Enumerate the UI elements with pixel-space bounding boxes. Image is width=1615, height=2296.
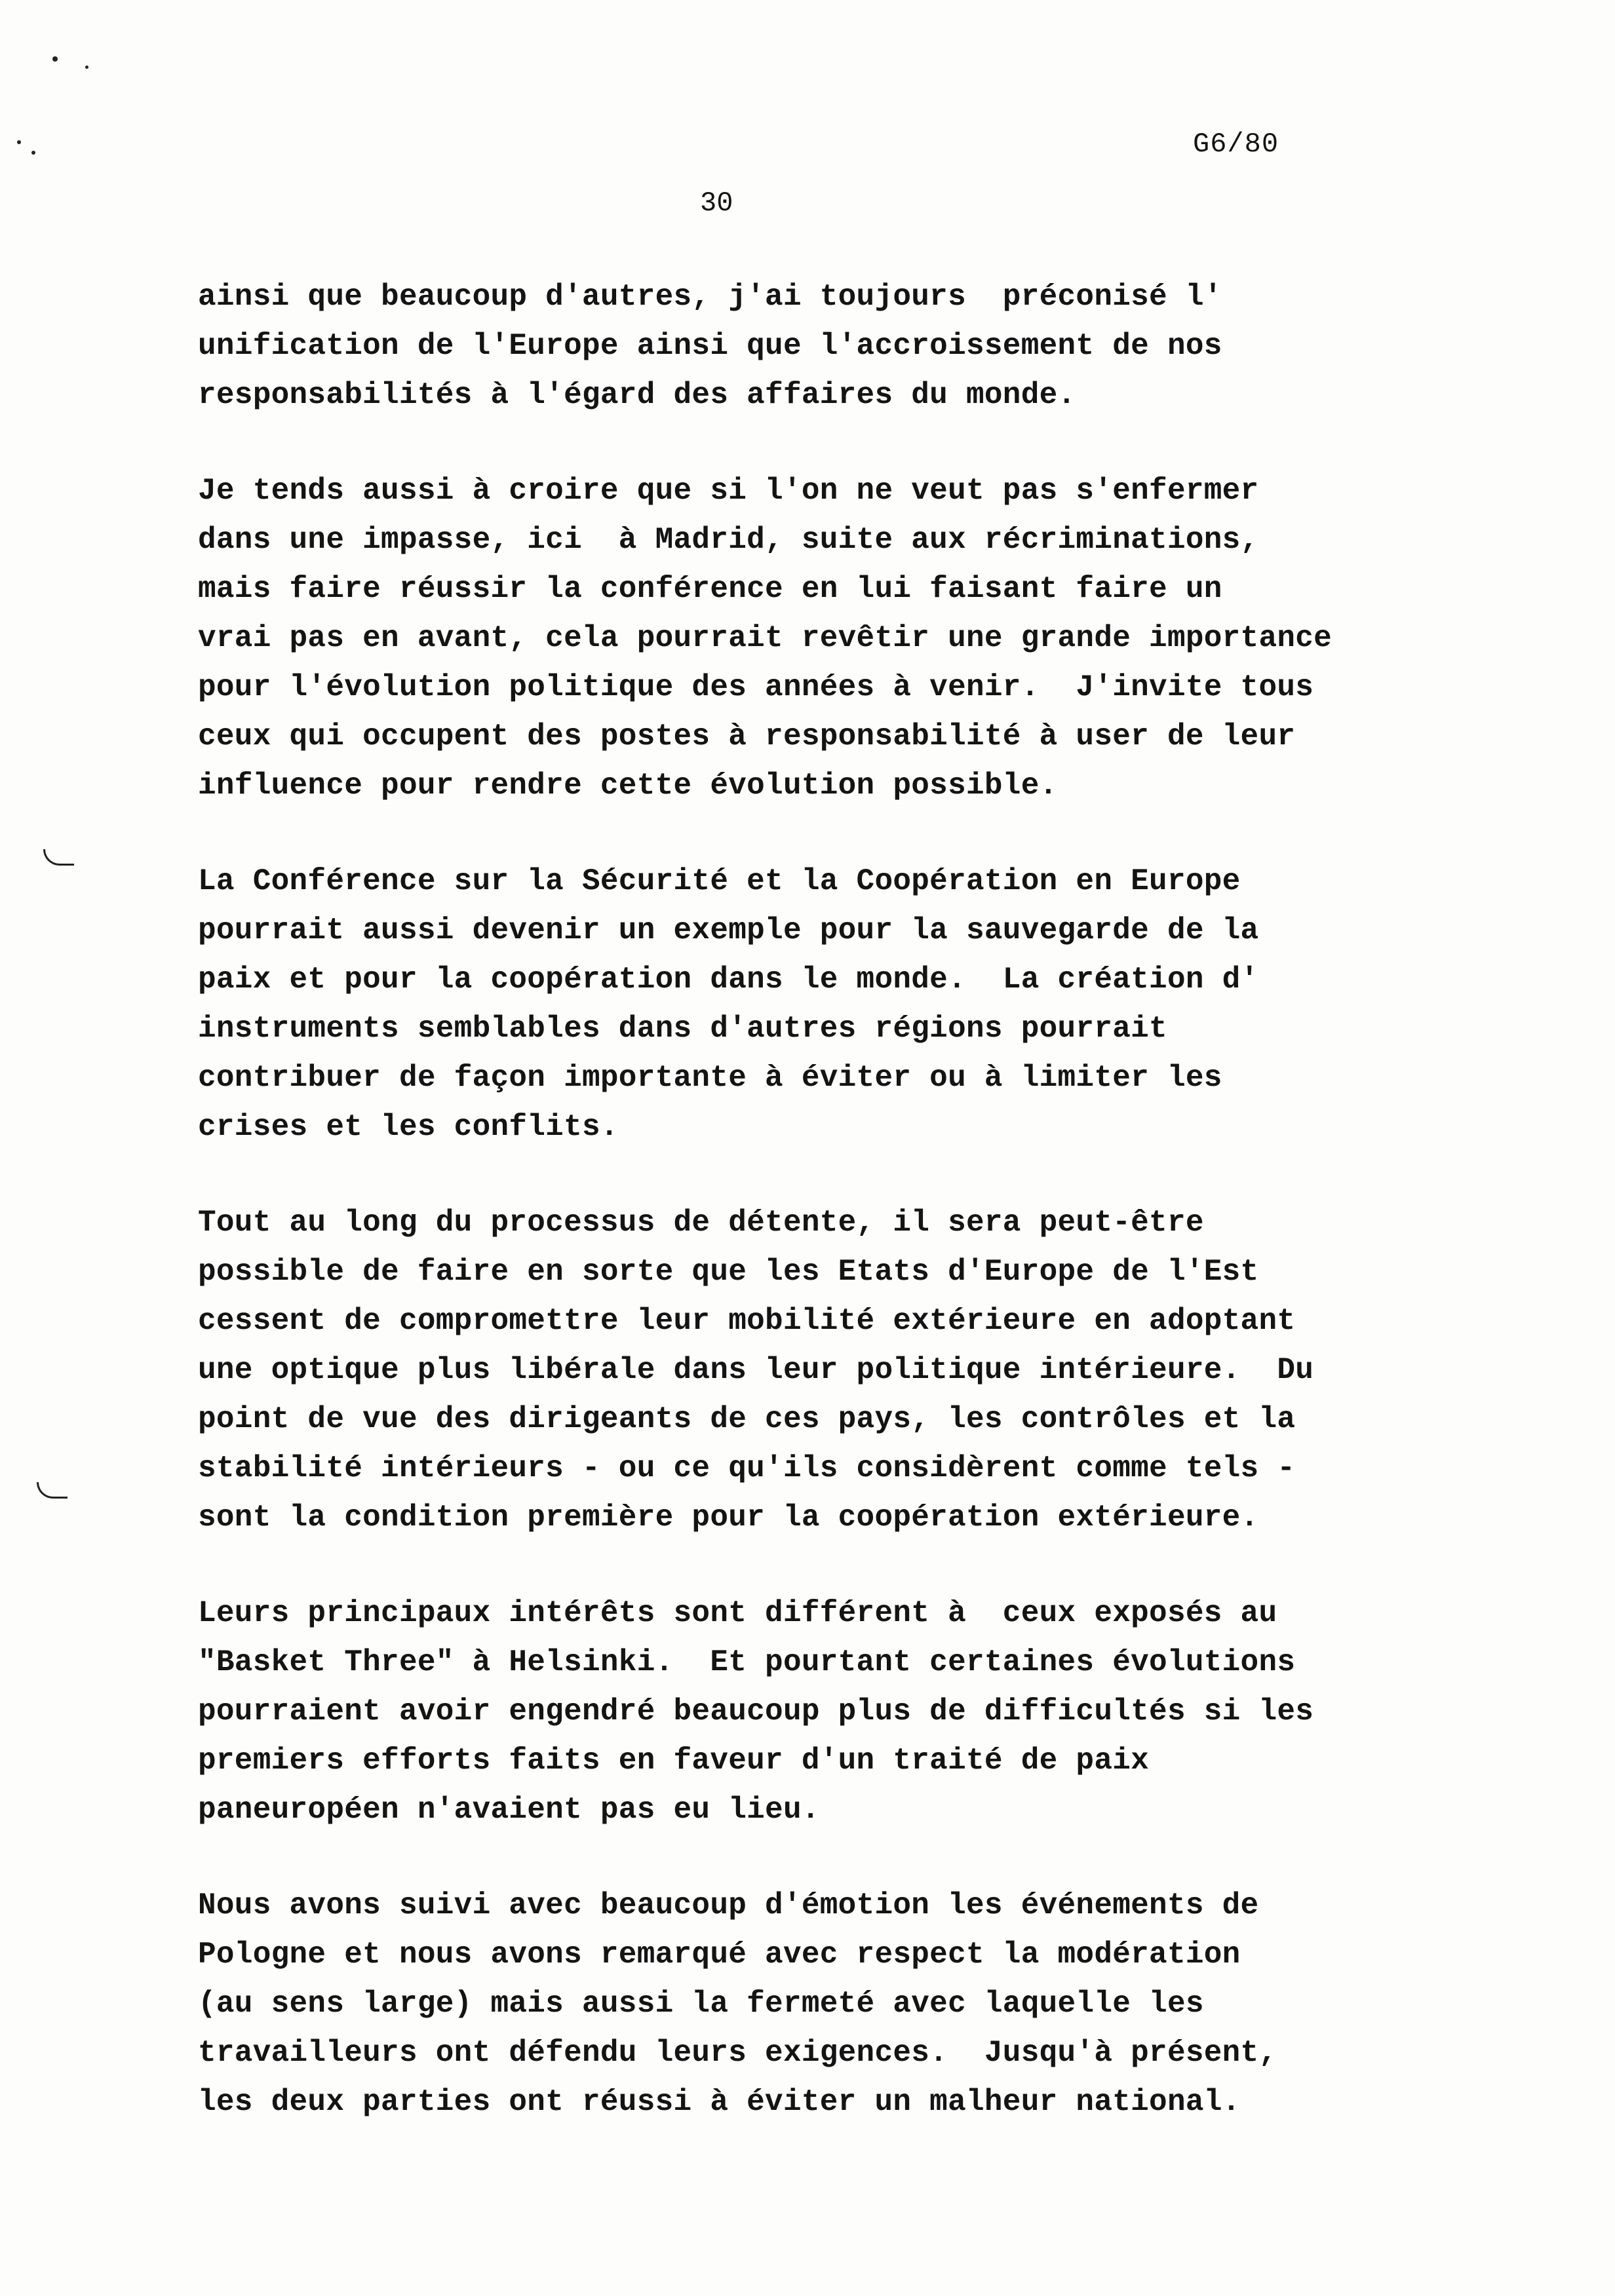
text-line: Tout au long du processus de détente, il sera peut-être [198, 1206, 1204, 1240]
text-line: cessent de compromettre leur mobilité extérieure en adoptant [198, 1304, 1296, 1338]
text-line: pour l'évolution politique des années à venir. J'invite tous [198, 670, 1314, 704]
text-line: dans une impasse, ici à Madrid, suite aux récriminations, [198, 523, 1259, 557]
text-line: paix et pour la coopération dans le monde. La création d' [198, 963, 1259, 997]
text-line: unification de l'Europe ainsi que l'accroissement de nos [198, 329, 1222, 363]
body-text [198, 273, 1456, 2173]
text-line: sont la condition première pour la coopération extérieure. [198, 1501, 1259, 1535]
text-line: (au sens large) mais aussi la fermeté avec laquelle les [198, 1987, 1204, 2021]
text-line: La Conférence sur la Sécurité et la Coopération en Europe [198, 864, 1241, 898]
text-line: premiers efforts faits en faveur d'un traité de paix [198, 1744, 1150, 1778]
paragraph [198, 1198, 1456, 1542]
text-line: Nous avons suivi avec beaucoup d'émotion les événements de [198, 1888, 1259, 1923]
page-number: 30 [700, 187, 733, 219]
paragraph [198, 467, 1456, 811]
text-line: contribuer de façon importante à éviter ou à limiter les [198, 1061, 1222, 1095]
text-line: influence pour rendre cette évolution possible. [198, 769, 1058, 803]
text-line: possible de faire en sorte que les Etats d'Europe de l'Est [198, 1255, 1259, 1289]
text-line: ceux qui occupent des postes à responsabilité à user de leur [198, 719, 1296, 754]
text-line: travailleurs ont défendu leurs exigences. Jusqu'à présent, [198, 2036, 1277, 2070]
text-line: Je tends aussi à croire que si l'on ne veut pas s'enfermer [198, 474, 1259, 508]
paragraph [198, 857, 1456, 1152]
text-line: paneuropéen n'avaient pas eu lieu. [198, 1793, 820, 1827]
text-line: stabilité intérieurs - ou ce qu'ils considèrent comme tels - [198, 1451, 1296, 1485]
text-line: vrai pas en avant, cela pourrait revêtir une grande importance [198, 621, 1333, 655]
scan-speck [17, 140, 21, 144]
text-line: mais faire réussir la conférence en lui faisant faire un [198, 572, 1222, 606]
text-line: ainsi que beaucoup d'autres, j'ai toujours préconisé l' [198, 280, 1222, 314]
text-line: crises et les conflits. [198, 1110, 619, 1144]
paragraph [198, 1881, 1456, 2127]
scan-speck [31, 151, 35, 155]
text-line: responsabilités à l'égard des affaires du monde. [198, 378, 1076, 412]
text-line: pourraient avoir engendré beaucoup plus de difficultés si les [198, 1694, 1314, 1729]
text-line: pourrait aussi devenir un exemple pour la sauvegarde de la [198, 913, 1259, 947]
paragraph [198, 273, 1456, 420]
text-line: "Basket Three" à Helsinki. Et pourtant certaines évolutions [198, 1645, 1296, 1679]
scan-speck [85, 66, 88, 69]
text-line: les deux parties ont réussi à éviter un malheur national. [198, 2085, 1241, 2119]
text-line: une optique plus libérale dans leur politique intérieure. Du [198, 1353, 1314, 1387]
text-line: Leurs principaux intérêts sont différent à ceux exposés au [198, 1596, 1277, 1630]
text-line: point de vue des dirigeants de ces pays, les contrôles et la [198, 1402, 1296, 1436]
paragraph [198, 1589, 1456, 1835]
margin-mark [37, 1482, 68, 1499]
margin-mark [43, 849, 74, 866]
text-line: instruments semblables dans d'autres régions pourrait [198, 1012, 1167, 1046]
document-reference: G6/80 [1193, 128, 1279, 160]
text-line: Pologne et nous avons remarqué avec respect la modération [198, 1938, 1241, 1972]
scan-speck [52, 56, 58, 62]
